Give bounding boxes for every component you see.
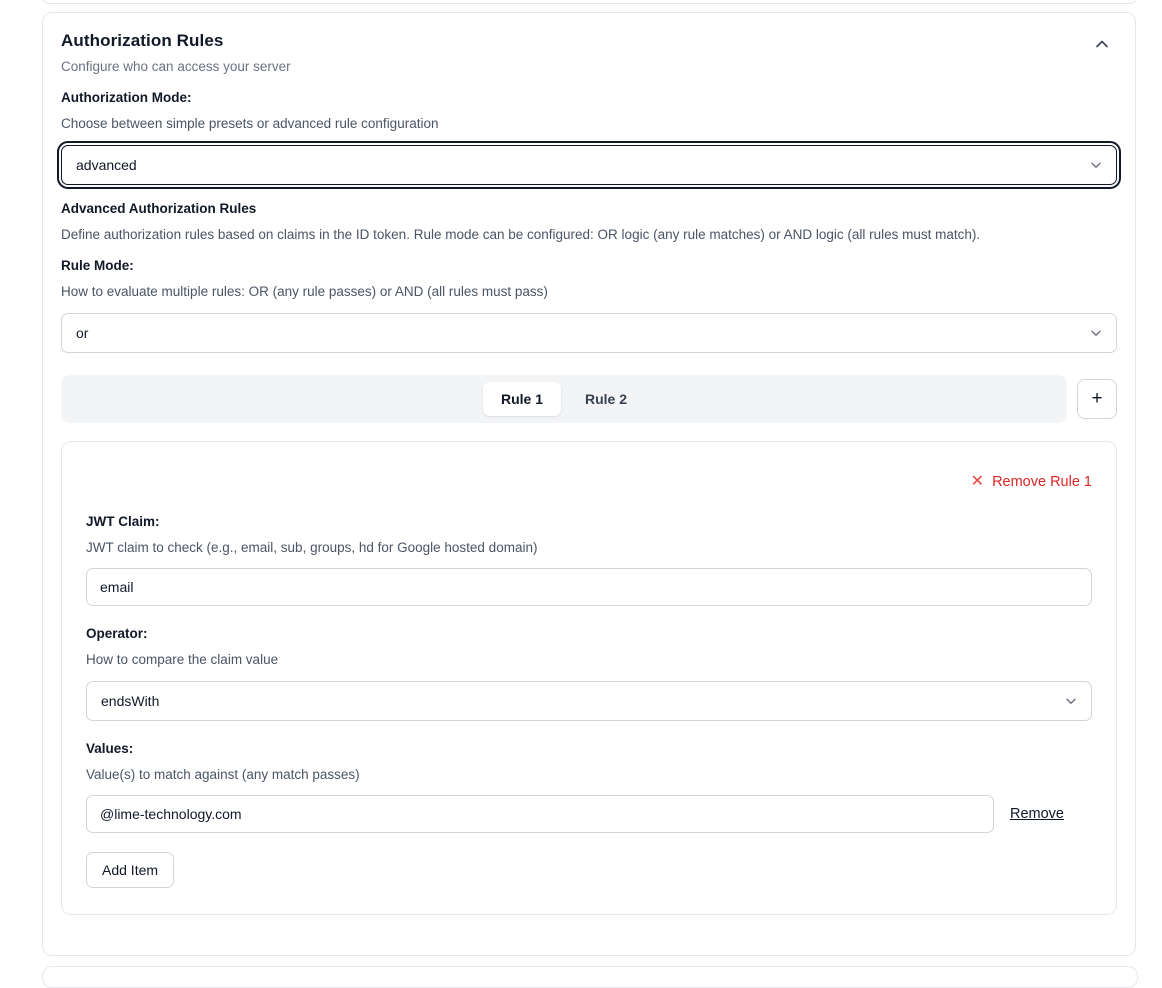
remove-value-button[interactable]: Remove	[1010, 806, 1064, 822]
authorization-mode-value: advanced	[76, 157, 137, 173]
authorization-mode-description: Choose between simple presets or advanced rule configuration	[61, 116, 439, 131]
next-card-edge	[42, 966, 1138, 988]
add-rule-button[interactable]: +	[1077, 379, 1117, 419]
card-header	[43, 13, 1135, 74]
remove-rule-button[interactable]: Remove Rule 1	[992, 474, 1092, 490]
page-title: Authorization Rules	[61, 31, 224, 50]
advanced-rules-description: Define authorization rules based on claims in the ID token. Rule mode can be configured: OR logic (any rule matches) or AND logic (all rules must match).	[61, 227, 981, 242]
operator-description: How to compare the claim value	[86, 652, 279, 667]
rule-mode-label: Rule Mode:	[61, 258, 134, 273]
value-input[interactable]	[86, 795, 994, 833]
authorization-rules-card	[42, 12, 1136, 956]
authorization-mode-select-wrap	[61, 145, 1117, 185]
rule-mode-select-wrap	[61, 313, 1117, 353]
rule-tabs-row	[61, 375, 1117, 423]
operator-label: Operator:	[86, 626, 148, 641]
authorization-mode-select[interactable]	[61, 145, 1117, 185]
add-item-button[interactable]: Add Item	[86, 852, 174, 888]
advanced-rules-heading: Advanced Authorization Rules	[61, 201, 257, 216]
rule-mode-description: How to evaluate multiple rules: OR (any rule passes) or AND (all rules must pass)	[61, 284, 548, 299]
previous-card-edge	[42, 0, 1138, 4]
chevron-up-icon[interactable]	[1093, 35, 1111, 53]
rule-mode-select[interactable]	[61, 313, 1117, 353]
rule-tabs	[61, 375, 1067, 423]
operator-select[interactable]	[86, 681, 1092, 721]
values-description: Value(s) to match against (any match passes)	[86, 767, 360, 782]
card-subtitle: Configure who can access your server	[61, 59, 291, 74]
jwt-claim-label: JWT Claim:	[86, 514, 160, 529]
close-x-icon[interactable]: ✕	[970, 473, 985, 490]
remove-rule-row	[86, 470, 1092, 494]
rule-1-panel	[61, 441, 1117, 915]
values-label: Values:	[86, 741, 134, 756]
authorization-mode-label: Authorization Mode:	[61, 90, 192, 105]
rule-mode-value: or	[76, 325, 89, 341]
tab-rule-1[interactable]: Rule 1	[483, 382, 561, 416]
jwt-claim-description: JWT claim to check (e.g., email, sub, groups, hd for Google hosted domain)	[86, 540, 538, 555]
value-item-row	[86, 795, 1092, 833]
operator-value: endsWith	[101, 693, 160, 709]
tab-rule-2[interactable]: Rule 2	[585, 391, 628, 407]
operator-select-wrap	[86, 681, 1092, 721]
authorization-mode-section	[43, 90, 1135, 915]
jwt-claim-input[interactable]	[86, 568, 1092, 606]
